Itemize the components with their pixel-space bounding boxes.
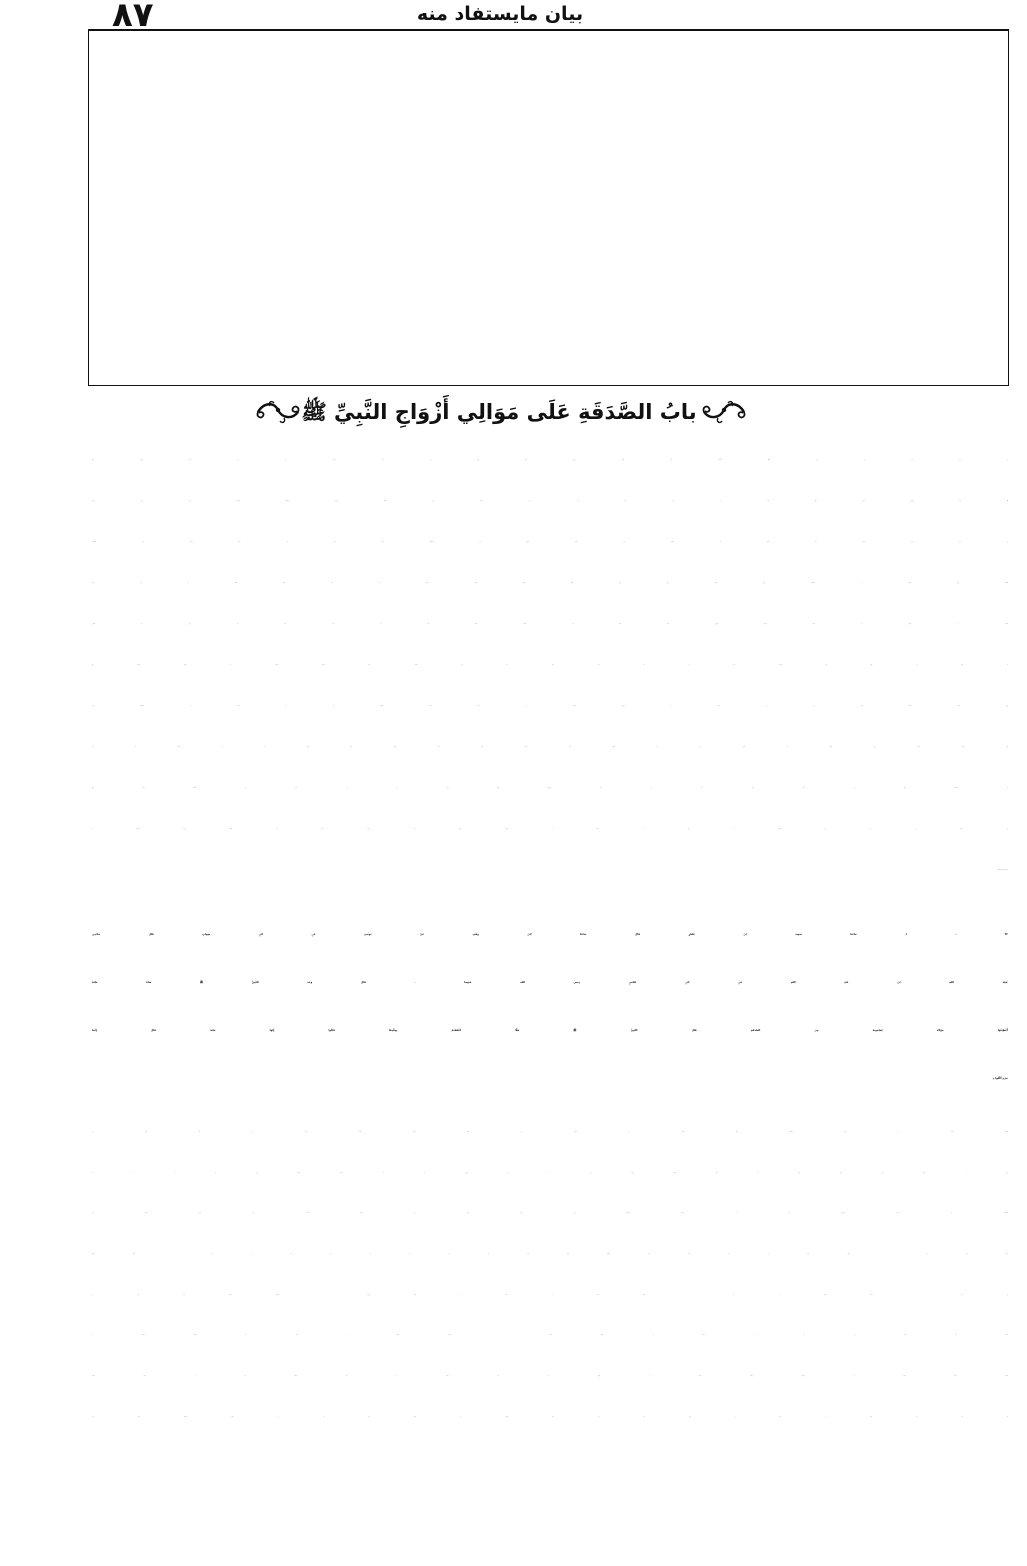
commentary-line [92, 850, 1008, 891]
ornament-right-icon [700, 398, 748, 426]
boxed-line [95, 114, 1001, 158]
boxed-line [95, 71, 1001, 115]
commentary-line [92, 686, 1008, 727]
hadith-commentary-line [92, 1194, 1008, 1235]
commentary-line [92, 768, 1008, 809]
hadith-line: عُبَيْدُ اللهِ بْنُ عَبْدِ اللهِ عَنِ ابْنِ عَبَّاسٍ رضي الله عنهما . قَالَ وَجَدَ النَّبِيُّ ﷺ شَاةً مَيِّتَةً [92, 981, 1008, 984]
boxed-line [95, 288, 1001, 332]
commentary-line [92, 522, 1008, 563]
chapter-heading: بابُ الصَّدَقَةِ عَلَى مَوَالِي أَزْوَاجِ النَّبِيِّ ﷺ [301, 400, 697, 424]
page-number: ٨٧ [112, 0, 154, 35]
hadith-commentary-line [92, 1276, 1008, 1317]
hadith-line: حَرُمَ أَكْلُهَا ۞ [992, 1077, 1008, 1080]
chapter-heading-row [0, 392, 1027, 432]
hadith-commentary-line [92, 1154, 1008, 1195]
commentary-line [92, 563, 1008, 604]
hadith-commentary-line [92, 1357, 1008, 1398]
commentary-line [92, 727, 1008, 768]
hadith-line: أُعْطِيَتْهَا مَوْلَاةٌ لِمَيْمُونَةَ مِنَ الصَّدَقَةِ قَالَ النَّبِيُّ ﷺ هَلَّا انْتَفَعْتُمْ بِجِلْدِهَا قَالُوا إِنَّهَا مَيْتَةٌ قَالَ إِنَّمَا [92, 1029, 1008, 1032]
commentary-line [92, 645, 1008, 686]
boxed-line [95, 158, 1001, 202]
hadith-commentary-line [92, 1316, 1008, 1357]
commentary-line [92, 481, 1008, 522]
commentary-line [92, 604, 1008, 645]
hadith-line: ٩٢ ـ ﴿ حَدَّثَنَا سَعِيدُ بْنُ عُفَيْرٍ قَالَ حَدَّثَنَا ابْنُ وَهْبٍ عَنْ يُونُسَ عَنِ ابْنِ شِهَابٍ قَالَ حَدَّثَنِي [92, 933, 1008, 936]
hadith-commentary [92, 1113, 1008, 1439]
boxed-line [95, 27, 1001, 71]
boxed-line [95, 201, 1001, 245]
boxed-commentary [95, 27, 1001, 375]
hadith-text [92, 911, 1008, 1103]
commentary-line [92, 809, 1008, 850]
running-title: بيان مايستفاد منه [416, 3, 584, 25]
boxed-line [95, 332, 1001, 376]
hadith-commentary-line [92, 1113, 1008, 1154]
boxed-line [95, 245, 1001, 289]
chapter-commentary [92, 440, 1008, 891]
ornament-left-icon [254, 398, 302, 426]
hadith-commentary-line [92, 1398, 1008, 1439]
hadith-commentary-line [92, 1235, 1008, 1276]
commentary-line [92, 440, 1008, 481]
